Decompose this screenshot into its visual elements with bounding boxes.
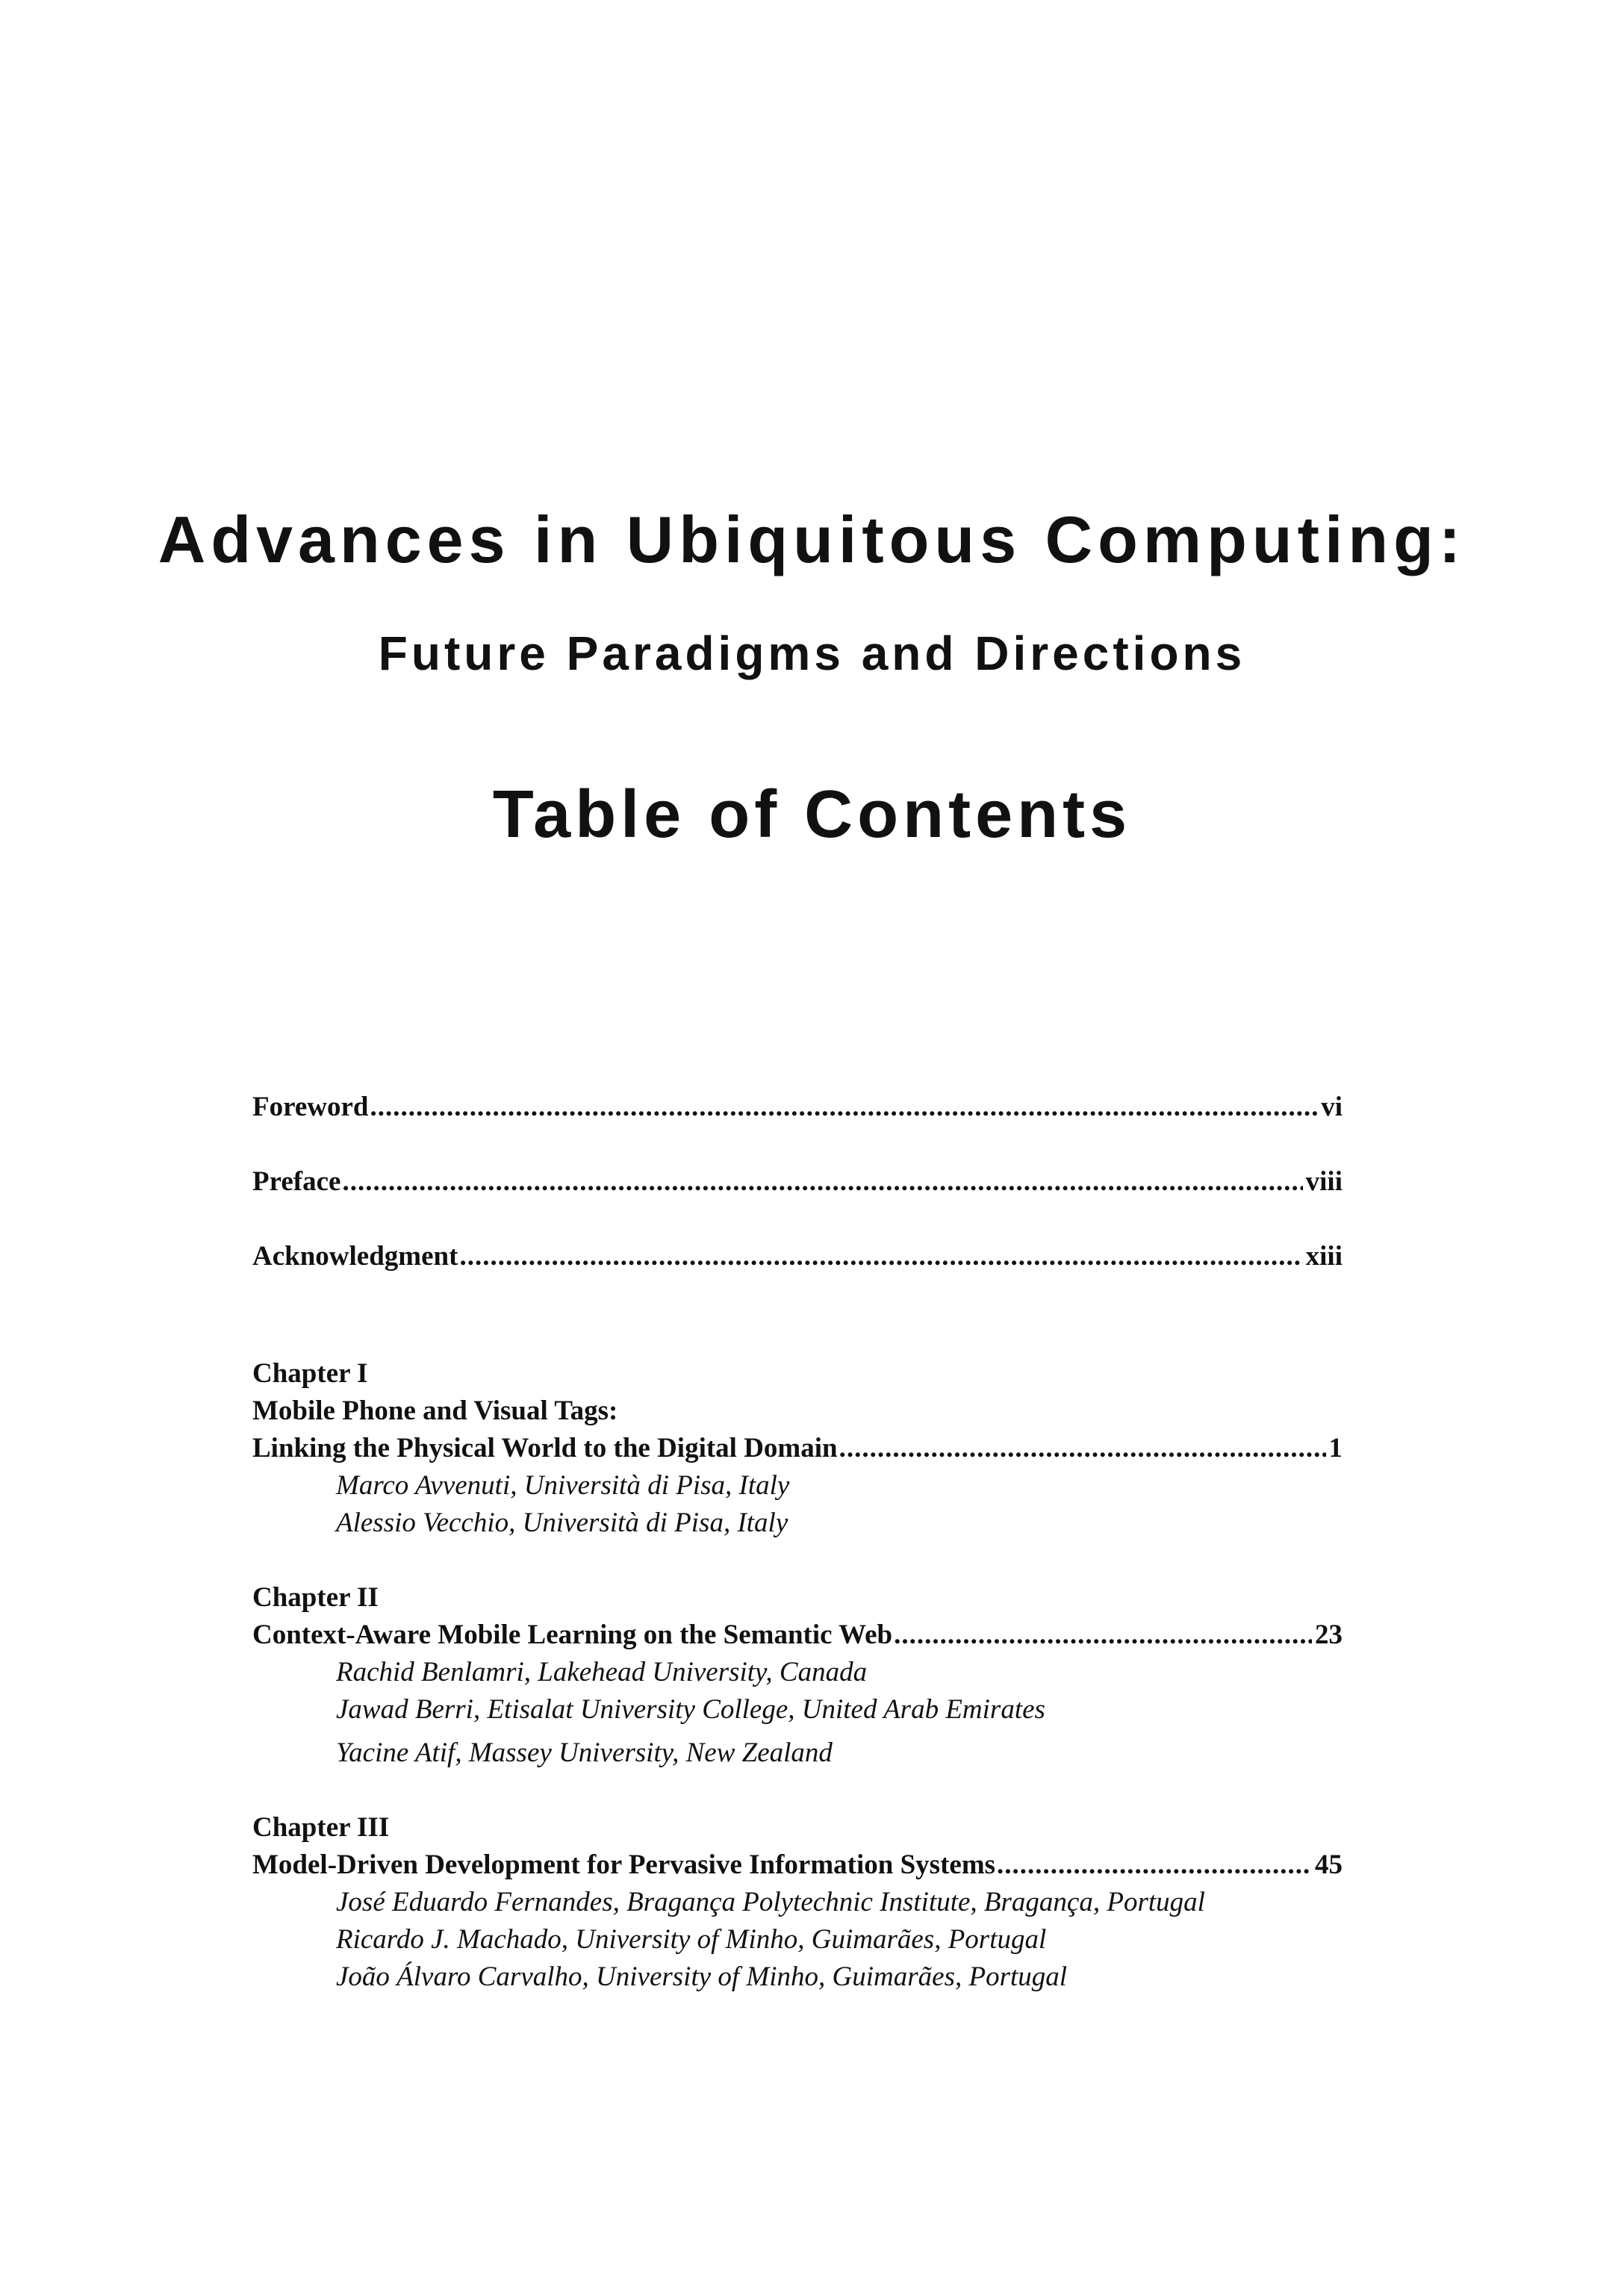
chapter-page: 23 — [1315, 1620, 1343, 1650]
chapter-page: 45 — [1315, 1849, 1343, 1880]
chapter-author: Rachid Benlamri, Lakehead University, Canada — [336, 1657, 868, 1687]
chapter-title: Model-Driven Development for Pervasive Information Systems — [252, 1849, 996, 1880]
chapter-page: 1 — [1328, 1433, 1343, 1463]
dot-leader — [839, 1430, 1326, 1467]
toc-entry-preface[interactable] — [252, 1163, 1343, 1201]
chapter-label: Chapter III — [252, 1812, 390, 1843]
chapter-author: José Eduardo Fernandes, Bragança Polytechnic Institute, Bragança, Portugal — [336, 1887, 1205, 1917]
front-matter-list — [252, 1089, 1343, 1313]
chapter-author: Marco Avvenuti, Università di Pisa, Italy — [336, 1470, 790, 1501]
chapter-entry-1[interactable] — [252, 1355, 1343, 1542]
book-title: Advances in Ubiquitous Computing: — [158, 503, 1466, 576]
chapter-author: Yacine Atif, Massey University, New Zealand — [336, 1737, 833, 1768]
chapter-list — [252, 1355, 1343, 2033]
chapter-title-row — [252, 1847, 1343, 1884]
chapter-entry-3[interactable] — [252, 1809, 1343, 1996]
toc-entry-title: Preface — [252, 1166, 341, 1197]
toc-entry-foreword[interactable] — [252, 1089, 1343, 1126]
chapter-author: Ricardo J. Machado, University of Minho, Guimarães, Portugal — [336, 1924, 1047, 1955]
dot-leader — [459, 1238, 1302, 1275]
book-subtitle: Future Paradigms and Directions — [378, 626, 1246, 680]
chapter-title: Linking the Physical World to the Digital Domain — [252, 1433, 838, 1463]
chapter-author: João Álvaro Carvalho, University of Minho, Guimarães, Portugal — [336, 1961, 1068, 1992]
toc-entry-page: xiii — [1305, 1241, 1343, 1272]
chapter-title-row — [252, 1617, 1343, 1654]
toc-entry-acknowledgment[interactable] — [252, 1238, 1343, 1275]
chapter-entry-2[interactable] — [252, 1579, 1343, 1772]
dot-leader — [894, 1617, 1312, 1654]
toc-entry-title: Foreword — [252, 1092, 369, 1122]
dot-leader — [370, 1089, 1319, 1126]
chapter-author: Jawad Berri, Etisalat University College, United Arab Emirates — [336, 1694, 1045, 1725]
chapter-title-row — [252, 1430, 1343, 1467]
toc-entry-page: vi — [1321, 1092, 1343, 1122]
dot-leader — [997, 1847, 1312, 1884]
toc-heading: Table of Contents — [492, 777, 1132, 852]
toc-entry-title: Acknowledgment — [252, 1241, 458, 1272]
chapter-label: Chapter I — [252, 1358, 368, 1389]
chapter-title: Context-Aware Mobile Learning on the Semantic Web — [252, 1620, 893, 1650]
chapter-author: Alessio Vecchio, Università di Pisa, Italy — [336, 1508, 788, 1538]
dot-leader — [342, 1163, 1302, 1201]
chapter-title-line: Mobile Phone and Visual Tags: — [252, 1396, 618, 1426]
chapter-label: Chapter II — [252, 1582, 379, 1613]
toc-entry-page: viii — [1305, 1166, 1343, 1197]
